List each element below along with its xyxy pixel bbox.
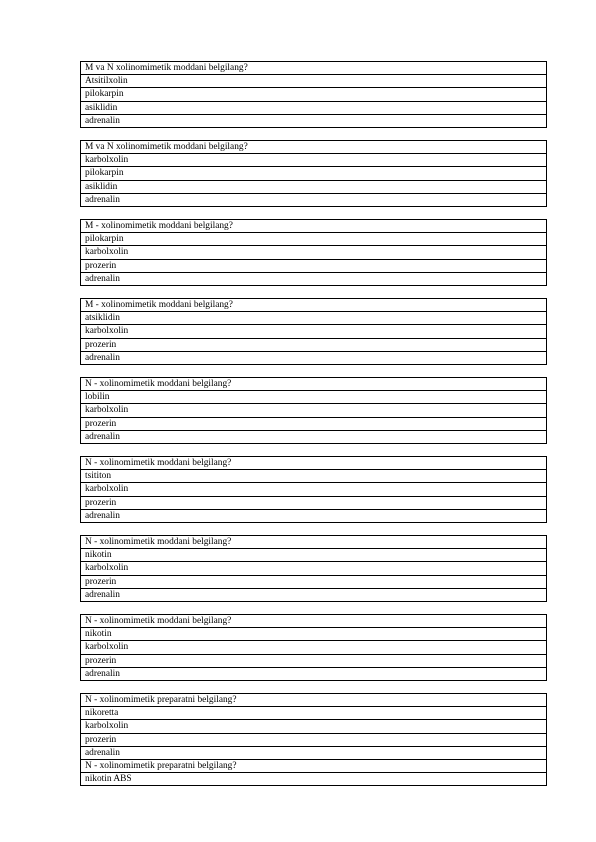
- question-table: [80, 140, 547, 207]
- answer-option: adrenalin: [81, 509, 547, 522]
- table-row: [81, 417, 547, 430]
- table-row: [81, 654, 547, 667]
- table-row: [81, 391, 547, 404]
- table-row: [81, 299, 547, 312]
- answer-option: asiklidin: [81, 101, 547, 114]
- table-row: [81, 141, 547, 154]
- table-row: [81, 457, 547, 470]
- table-row: [81, 114, 547, 127]
- table-row: [81, 773, 547, 786]
- table-row: [81, 509, 547, 522]
- answer-option: prozerin: [81, 496, 547, 509]
- answer-option: karbolxolin: [81, 404, 547, 417]
- question-table: [80, 298, 547, 365]
- question-table: [80, 377, 547, 444]
- table-row: [81, 628, 547, 641]
- answer-option: Atsitilxolin: [81, 75, 547, 88]
- answer-option: pilokarpin: [81, 88, 547, 101]
- table-row: [81, 483, 547, 496]
- answer-option: karbolxolin: [81, 483, 547, 496]
- table-row: [81, 167, 547, 180]
- table-row: [81, 404, 547, 417]
- answer-option: prozerin: [81, 733, 547, 746]
- answer-option: adrenalin: [81, 193, 547, 206]
- answer-option: nikotin: [81, 549, 547, 562]
- question-text: N - xolinomimetik moddani belgilang?: [81, 536, 547, 549]
- table-row: [81, 694, 547, 707]
- table-row: [81, 430, 547, 443]
- table-row: [81, 615, 547, 628]
- table-row: [81, 259, 547, 272]
- table-row: [81, 75, 547, 88]
- table-row: [81, 246, 547, 259]
- table-row: [81, 720, 547, 733]
- answer-option: adrenalin: [81, 272, 547, 285]
- question-table: [80, 535, 547, 602]
- table-row: [81, 62, 547, 75]
- table-row: [81, 562, 547, 575]
- table-row: [81, 351, 547, 364]
- question-table: [80, 456, 547, 523]
- answer-option: adrenalin: [81, 588, 547, 601]
- answer-option: prozerin: [81, 259, 547, 272]
- answer-option: karbolxolin: [81, 154, 547, 167]
- answer-option: adrenalin: [81, 351, 547, 364]
- answer-option: pilokarpin: [81, 233, 547, 246]
- table-row: [81, 101, 547, 114]
- table-row: [81, 338, 547, 351]
- answer-option: karbolxolin: [81, 246, 547, 259]
- answer-option: prozerin: [81, 575, 547, 588]
- table-row: [81, 220, 547, 233]
- table-row: [81, 759, 547, 772]
- question-text: M - xolinomimetik moddani belgilang?: [81, 299, 547, 312]
- table-row: [81, 312, 547, 325]
- answer-option: tsititon: [81, 470, 547, 483]
- answer-option: karbolxolin: [81, 325, 547, 338]
- table-row: [81, 575, 547, 588]
- table-row: [81, 378, 547, 391]
- answer-option: nikotin: [81, 628, 547, 641]
- question-text: N - xolinomimetik preparatni belgilang?: [81, 694, 547, 707]
- question-table: [80, 219, 547, 286]
- question-text: M - xolinomimetik moddani belgilang?: [81, 220, 547, 233]
- answer-option: nikoretta: [81, 707, 547, 720]
- table-row: [81, 536, 547, 549]
- answer-option: nikotin ABS: [81, 773, 547, 786]
- answer-option: adrenalin: [81, 746, 547, 759]
- answer-option: karbolxolin: [81, 720, 547, 733]
- answer-option: adrenalin: [81, 667, 547, 680]
- question-text: N - xolinomimetik moddani belgilang?: [81, 457, 547, 470]
- table-row: [81, 325, 547, 338]
- answer-option: adrenalin: [81, 114, 547, 127]
- question-table: [80, 614, 547, 681]
- table-row: [81, 746, 547, 759]
- answer-option: prozerin: [81, 417, 547, 430]
- table-row: [81, 496, 547, 509]
- answer-option: prozerin: [81, 654, 547, 667]
- table-row: [81, 549, 547, 562]
- question-table: [80, 61, 547, 128]
- table-row: [81, 233, 547, 246]
- table-row: [81, 667, 547, 680]
- answer-option: karbolxolin: [81, 641, 547, 654]
- answer-option: asiklidin: [81, 180, 547, 193]
- table-row: [81, 588, 547, 601]
- table-row: [81, 470, 547, 483]
- table-row: [81, 707, 547, 720]
- answer-option: lobilin: [81, 391, 547, 404]
- question-text: N - xolinomimetik moddani belgilang?: [81, 378, 547, 391]
- table-row: [81, 272, 547, 285]
- question-text: N - xolinomimetik preparatni belgilang?: [81, 759, 547, 772]
- answer-option: prozerin: [81, 338, 547, 351]
- answer-option: adrenalin: [81, 430, 547, 443]
- answer-option: karbolxolin: [81, 562, 547, 575]
- answer-option: atsiklidin: [81, 312, 547, 325]
- table-row: [81, 180, 547, 193]
- table-row: [81, 641, 547, 654]
- question-table: [80, 693, 547, 786]
- question-text: N - xolinomimetik moddani belgilang?: [81, 615, 547, 628]
- question-text: M va N xolinomimetik moddani belgilang?: [81, 62, 547, 75]
- table-row: [81, 193, 547, 206]
- table-row: [81, 88, 547, 101]
- table-row: [81, 733, 547, 746]
- answer-option: pilokarpin: [81, 167, 547, 180]
- table-row: [81, 154, 547, 167]
- question-text: M va N xolinomimetik moddani belgilang?: [81, 141, 547, 154]
